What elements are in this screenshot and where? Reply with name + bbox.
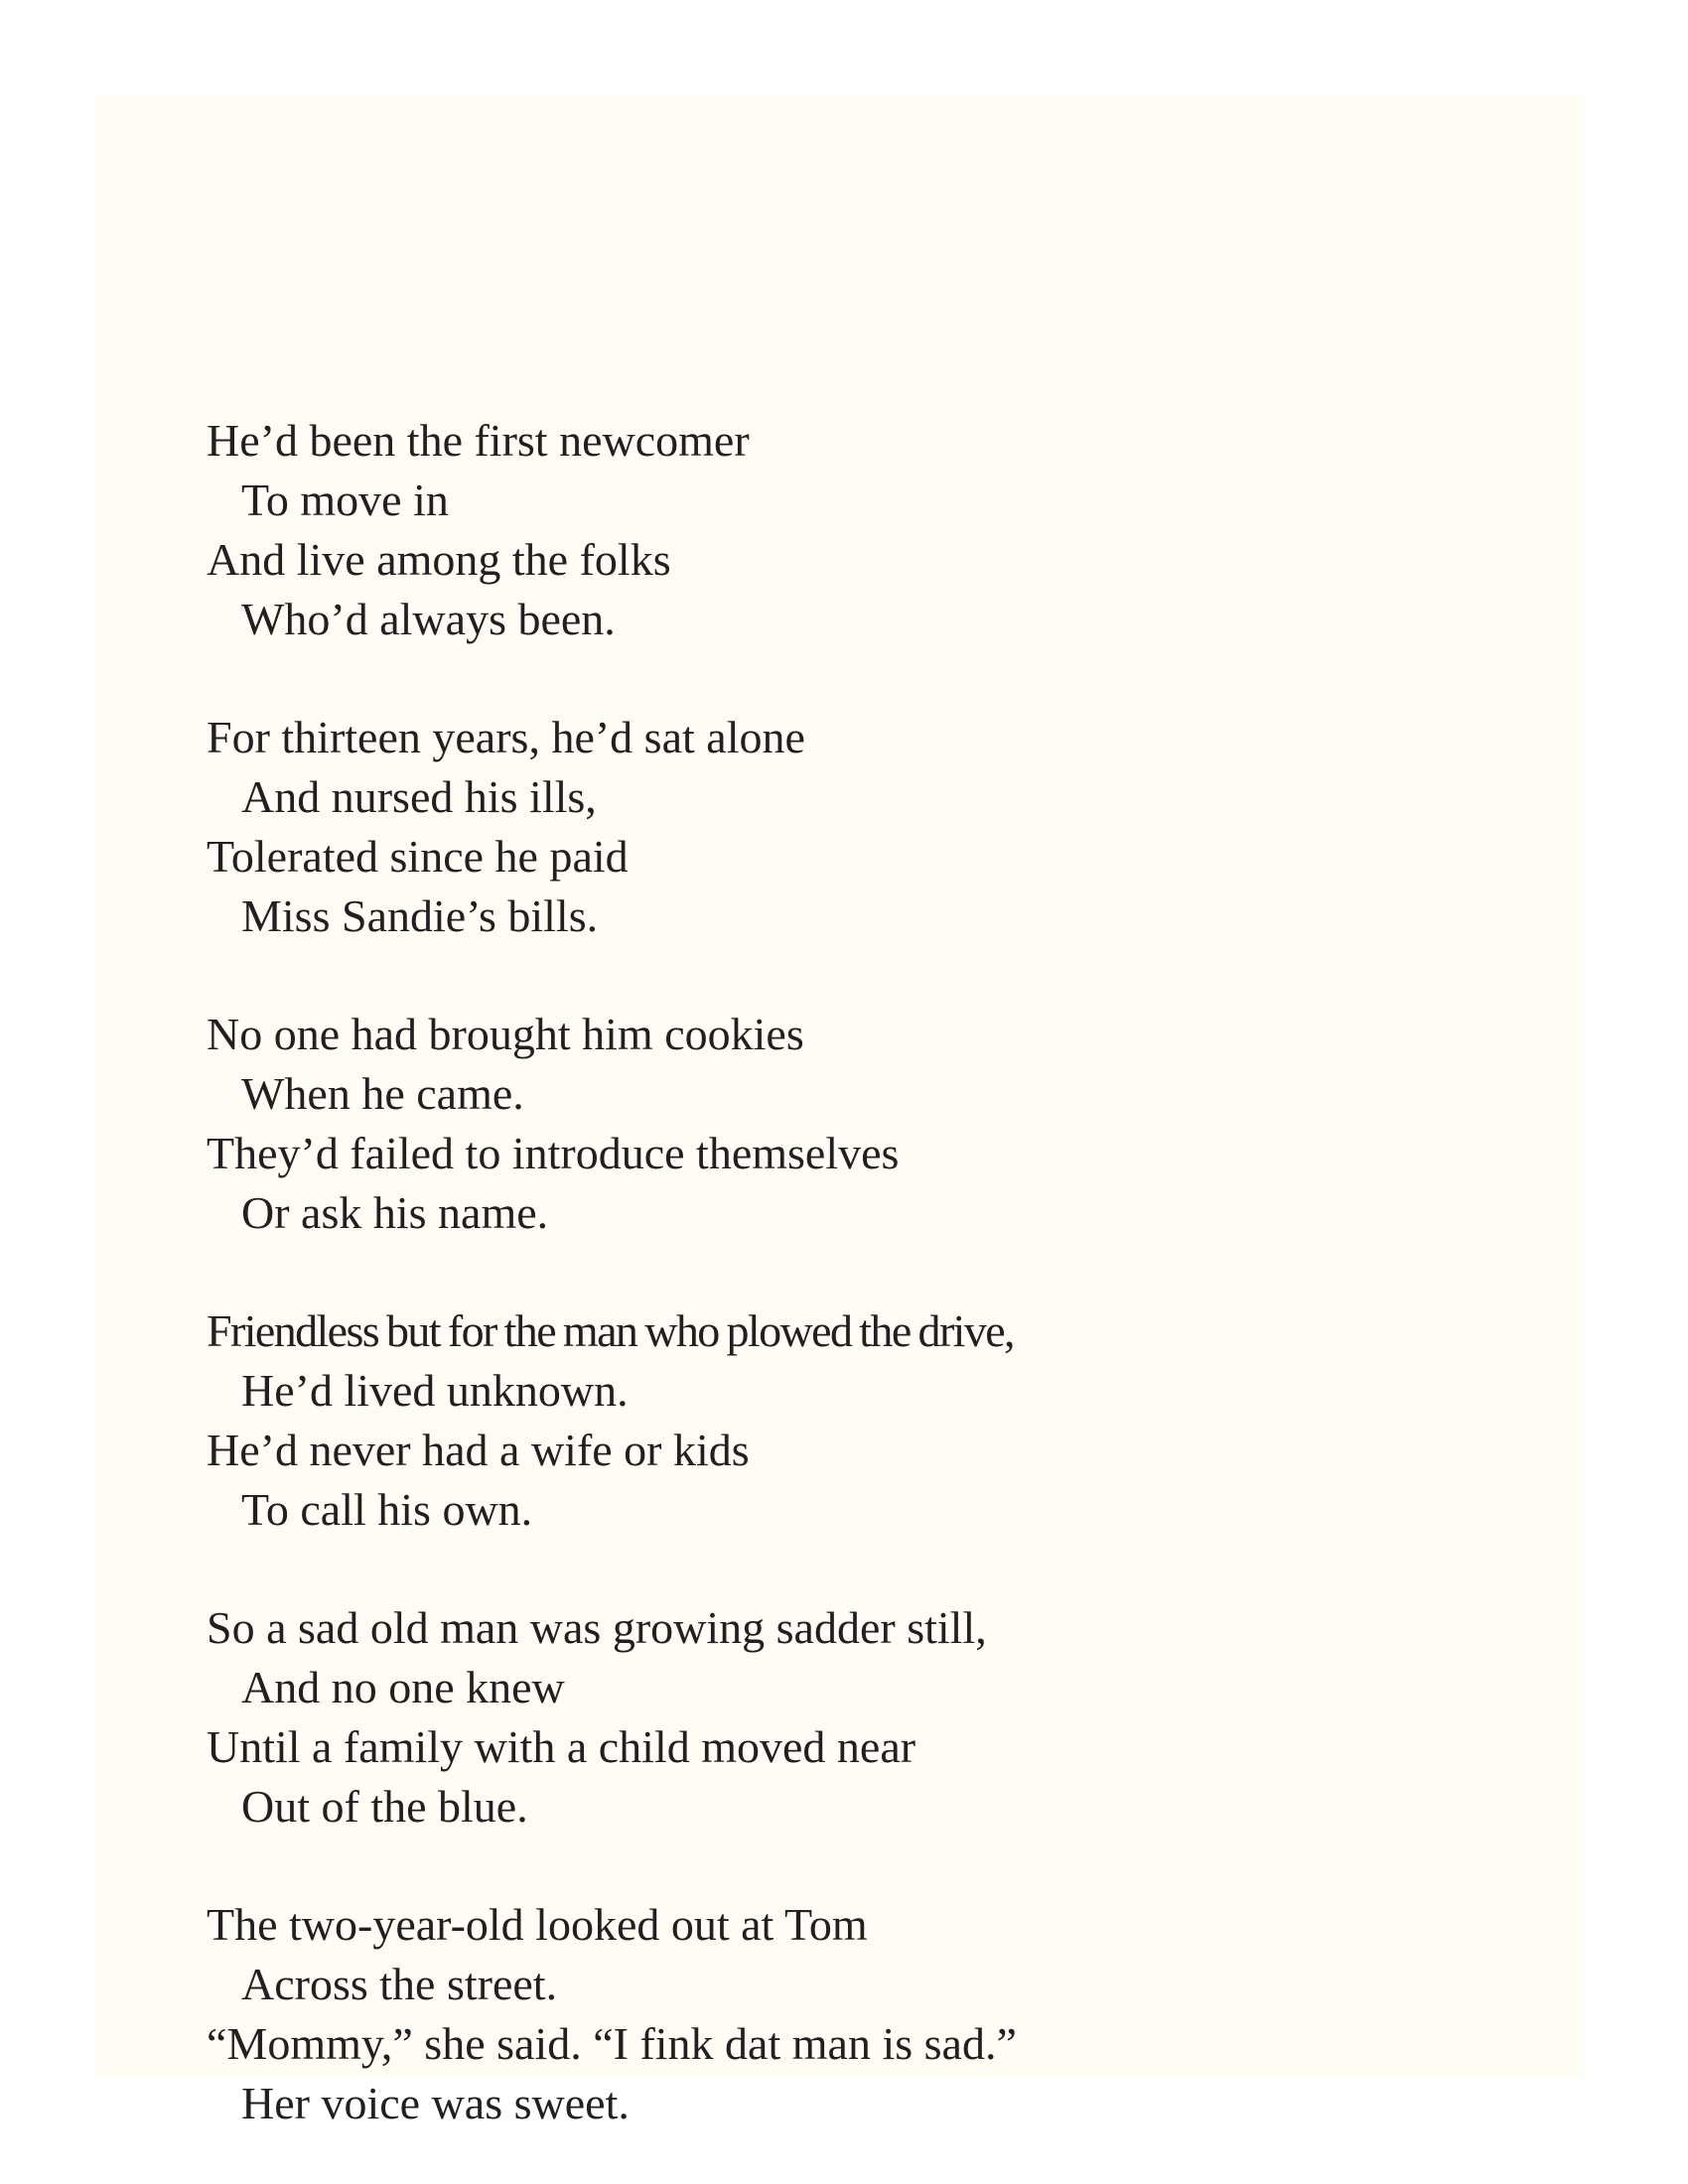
page-panel <box>95 95 1585 2128</box>
poem-line: He’d been the first newcomer <box>207 415 750 466</box>
poem-line: The two-year-old looked out at Tom <box>207 1899 868 1950</box>
poem-line: For thirteen years, he’d sat alone <box>207 712 805 762</box>
poem-line: Or ask his name. <box>241 1187 549 1238</box>
stanza-3 <box>207 1005 1597 1243</box>
poem-line: Until a family with a child moved near <box>207 1721 916 1772</box>
stanza-6 <box>207 1895 1597 2133</box>
poem-line: They’d failed to introduce themselves <box>207 1128 900 1178</box>
poem-line: He’d lived unknown. <box>241 1365 629 1416</box>
poem-line: To move in <box>241 475 449 525</box>
poem-line: To call his own. <box>241 1484 533 1535</box>
poem-line: “Mommy,” she said. “I fink dat man is sad.” <box>207 2018 1017 2069</box>
stanza-5 <box>207 1598 1597 1837</box>
stanza-4 <box>207 1301 1597 1540</box>
poem-line: So a sad old man was growing sadder still, <box>207 1602 987 1653</box>
poem-line: And no one knew <box>241 1662 565 1712</box>
poem-line: Miss Sandie’s bills. <box>241 890 599 941</box>
poem-line: When he came. <box>241 1068 524 1119</box>
poem-line: Across the street. <box>241 1959 558 2009</box>
poem-line: Her voice was sweet. <box>241 2078 630 2128</box>
poem-line: No one had brought him cookies <box>207 1009 804 1059</box>
poem-line: Tolerated since he paid <box>207 831 629 882</box>
poem-line: Out of the blue. <box>241 1781 528 1832</box>
stanza-2 <box>207 708 1597 946</box>
poem-line: Who’d always been. <box>241 594 616 644</box>
poem <box>207 411 1597 2133</box>
poem-line: He’d never had a wife or kids <box>207 1425 750 1475</box>
poem-line: Friendless but for the man who plowed the drive, <box>207 1305 1014 1356</box>
stanza-1 <box>207 411 1597 649</box>
poem-line: And live among the folks <box>207 534 671 585</box>
poem-line: And nursed his ills, <box>241 771 597 822</box>
